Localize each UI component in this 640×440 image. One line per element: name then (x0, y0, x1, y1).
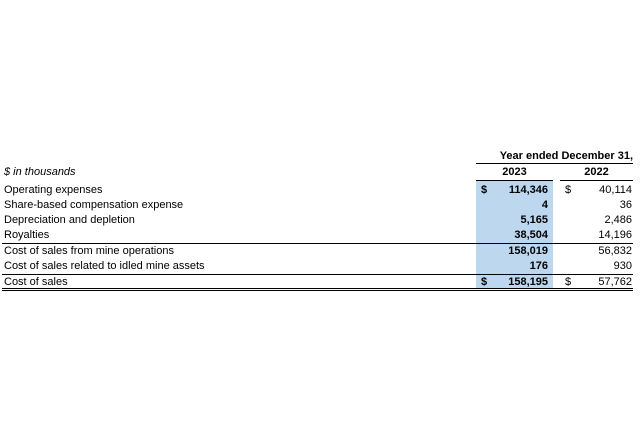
col-header-2022-underline (560, 180, 633, 181)
col-header-2023-underline (476, 180, 553, 181)
row-value-2022: 56,832 (598, 245, 632, 257)
row-value-2023: 5,165 (520, 214, 548, 226)
col-header-2023: 2023 (502, 166, 527, 178)
row-label: Operating expenses (4, 184, 103, 196)
row-value-2023: 114,346 (508, 184, 548, 196)
row-currency-2022: $ (565, 184, 572, 196)
col-header-2022: 2022 (584, 166, 609, 178)
row-label: Depreciation and depletion (4, 214, 135, 226)
row-currency-2022: $ (565, 276, 572, 288)
row-value-2022: 14,196 (598, 229, 632, 241)
row-currency-2023: $ (481, 276, 488, 288)
row-label: Royalties (4, 229, 50, 241)
row-value-2022: 57,762 (598, 276, 632, 288)
row-value-2023: 158,019 (508, 245, 548, 257)
units-label: $ in thousands (4, 166, 76, 178)
row-value-2022: 40,114 (599, 184, 632, 196)
row-value-2023: 158,195 (508, 276, 548, 288)
row-value-2023: 4 (541, 199, 548, 211)
row-label: Cost of sales from mine operations (4, 245, 174, 257)
row-value-2023: 38,504 (514, 229, 548, 241)
total-double-rule-1 (2, 288, 633, 289)
row-label: Cost of sales related to idled mine assets (4, 260, 205, 272)
total-double-rule-2 (2, 290, 633, 291)
row-currency-2023: $ (481, 184, 488, 196)
period-underline (476, 163, 633, 164)
row-value-2022: 930 (613, 260, 632, 272)
period-header: Year ended December 31, (499, 150, 633, 162)
row-value-2022: 36 (619, 199, 632, 211)
row-label: Cost of sales (4, 276, 68, 288)
row-value-2022: 2,486 (604, 214, 632, 226)
row-value-2023: 176 (529, 260, 548, 272)
row-label: Share-based compensation expense (4, 199, 184, 211)
